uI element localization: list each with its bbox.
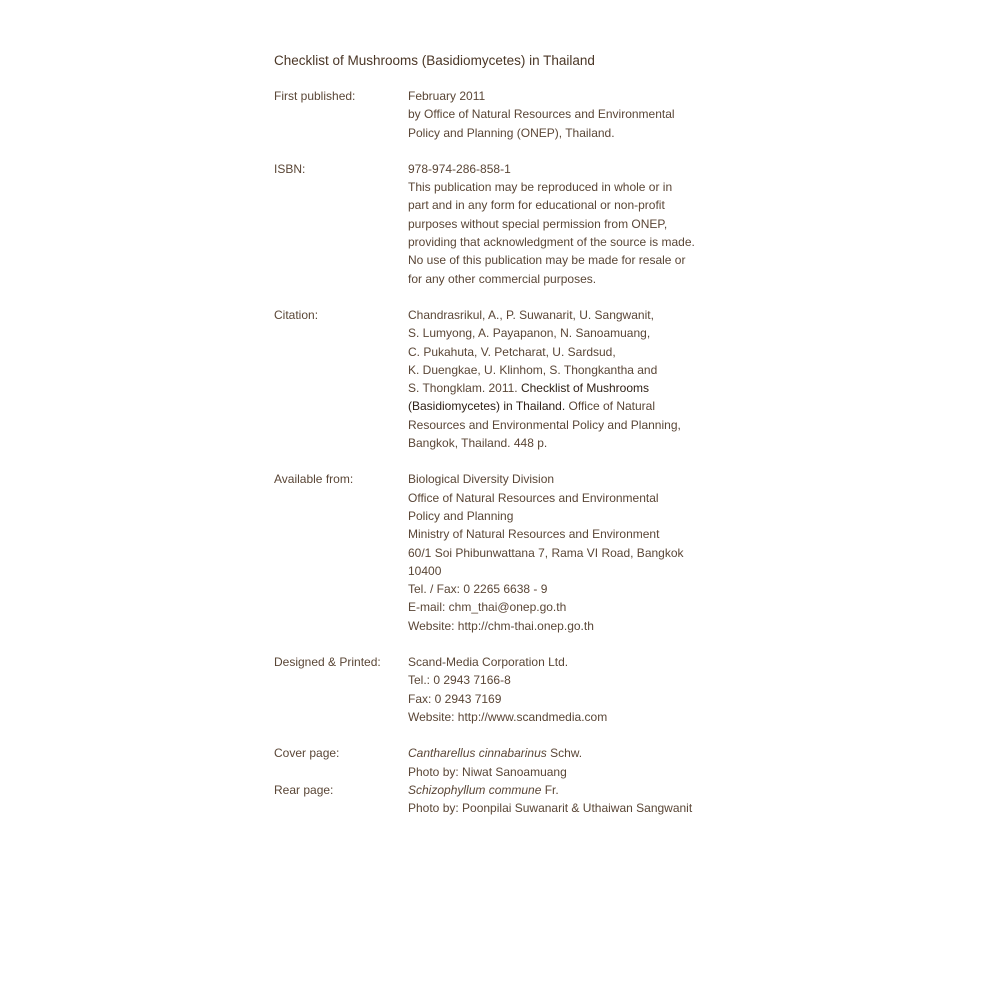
first-published-date: February 2011: [408, 89, 486, 103]
designed-printed-label: Designed & Printed:: [274, 655, 381, 670]
imprint-page: [274, 52, 744, 817]
postal-code: 10400: [408, 563, 442, 578]
cover-page-value: [408, 744, 744, 781]
citation-label: Citation:: [274, 307, 319, 322]
available-from-label: Available from:: [274, 472, 354, 487]
rear-page-value: [408, 781, 744, 818]
citation-value: [408, 306, 744, 452]
page-title: Checklist of Mushrooms (Basidiomycetes) in Thailand: [274, 53, 595, 68]
isbn-value: [408, 160, 744, 288]
first-published-label: First published:: [274, 89, 356, 103]
citation-line: C. Pukahuta, V. Petcharat, U. Sardsud,: [408, 344, 616, 359]
citation-line: Bangkok, Thailand. 448 p.: [408, 436, 548, 451]
citation-book-title: (Basidiomycetes) in Thailand.: [408, 399, 566, 414]
designed-printed-value: [408, 653, 744, 726]
rear-page-label: Rear page:: [274, 782, 334, 797]
citation-line: K. Duengkae, U. Klinhom, S. Thongkantha and: [408, 362, 658, 377]
rear-species-author: Fr.: [541, 782, 559, 797]
citation-book-title: Checklist of Mushrooms: [520, 381, 650, 396]
isbn-notice-line: part and in any form for educational or non-profit: [408, 198, 665, 213]
isbn-notice-line: purposes without special permission from ONEP,: [408, 216, 668, 231]
citation-line: Chandrasrikul, A., P. Suwanarit, U. Sangwanit,: [408, 307, 654, 322]
first-published-line: by Office of Natural Resources and Environmental: [408, 107, 675, 122]
isbn-row: [274, 160, 744, 288]
designed-printed-row: [274, 653, 744, 726]
cover-species-name: Cantharellus cinnabarinus: [408, 746, 547, 761]
cover-species-author: Schw.: [546, 746, 583, 761]
printer-name: Scand-Media Corporation Ltd.: [408, 655, 569, 670]
citation-publisher: Office of Natural: [565, 399, 656, 414]
citation-line: S. Lumyong, A. Payapanon, N. Sanoamuang,: [408, 326, 651, 341]
citation-line: [408, 397, 744, 415]
available-from-value: [408, 470, 744, 635]
website-address: Website: http://chm-thai.onep.go.th: [408, 618, 594, 633]
cover-species-line: [408, 744, 744, 762]
first-published-line: Policy and Planning (ONEP), Thailand.: [408, 125, 615, 140]
isbn-number: 978-974-286-858-1: [408, 161, 511, 176]
rear-page-row: [274, 781, 744, 818]
citation-year: S. Thongklam. 2011.: [408, 381, 521, 396]
isbn-notice-line: for any other commercial purposes.: [408, 271, 597, 286]
cover-photo-credit: Photo by: Niwat Sanoamuang: [408, 764, 567, 779]
address-line: Office of Natural Resources and Environmental: [408, 490, 659, 505]
address-line: 60/1 Soi Phibunwattana 7, Rama VI Road, Bangkok: [408, 545, 684, 560]
first-published-row: [274, 87, 744, 142]
address-line: Policy and Planning: [408, 508, 514, 523]
printer-phone: Tel.: 0 2943 7166-8: [408, 673, 511, 688]
rear-species-line: [408, 781, 744, 799]
citation-row: [274, 306, 744, 452]
isbn-notice-line: providing that acknowledgment of the source is made.: [408, 235, 695, 250]
isbn-notice-line: No use of this publication may be made for resale or: [408, 253, 686, 268]
address-line: Biological Diversity Division: [408, 472, 555, 487]
printer-fax: Fax: 0 2943 7169: [408, 691, 502, 706]
cover-page-row: [274, 744, 744, 781]
rear-species-name: Schizophyllum commune: [408, 782, 542, 797]
citation-line: Resources and Environmental Policy and Planning,: [408, 417, 681, 432]
available-from-row: [274, 470, 744, 635]
email-address: E-mail: chm_thai@onep.go.th: [408, 600, 567, 615]
printer-website: Website: http://www.scandmedia.com: [408, 709, 608, 724]
citation-line: [408, 379, 744, 397]
isbn-label: ISBN:: [274, 161, 306, 176]
first-published-value: [408, 87, 744, 142]
cover-page-label: Cover page:: [274, 746, 340, 761]
address-line: Ministry of Natural Resources and Environment: [408, 527, 660, 542]
isbn-notice-line: This publication may be reproduced in whole or in: [408, 180, 673, 195]
rear-photo-credit: Photo by: Poonpilai Suwanarit & Uthaiwan Sangwanit: [408, 801, 693, 816]
phone-fax: Tel. / Fax: 0 2265 6638 - 9: [408, 582, 548, 597]
